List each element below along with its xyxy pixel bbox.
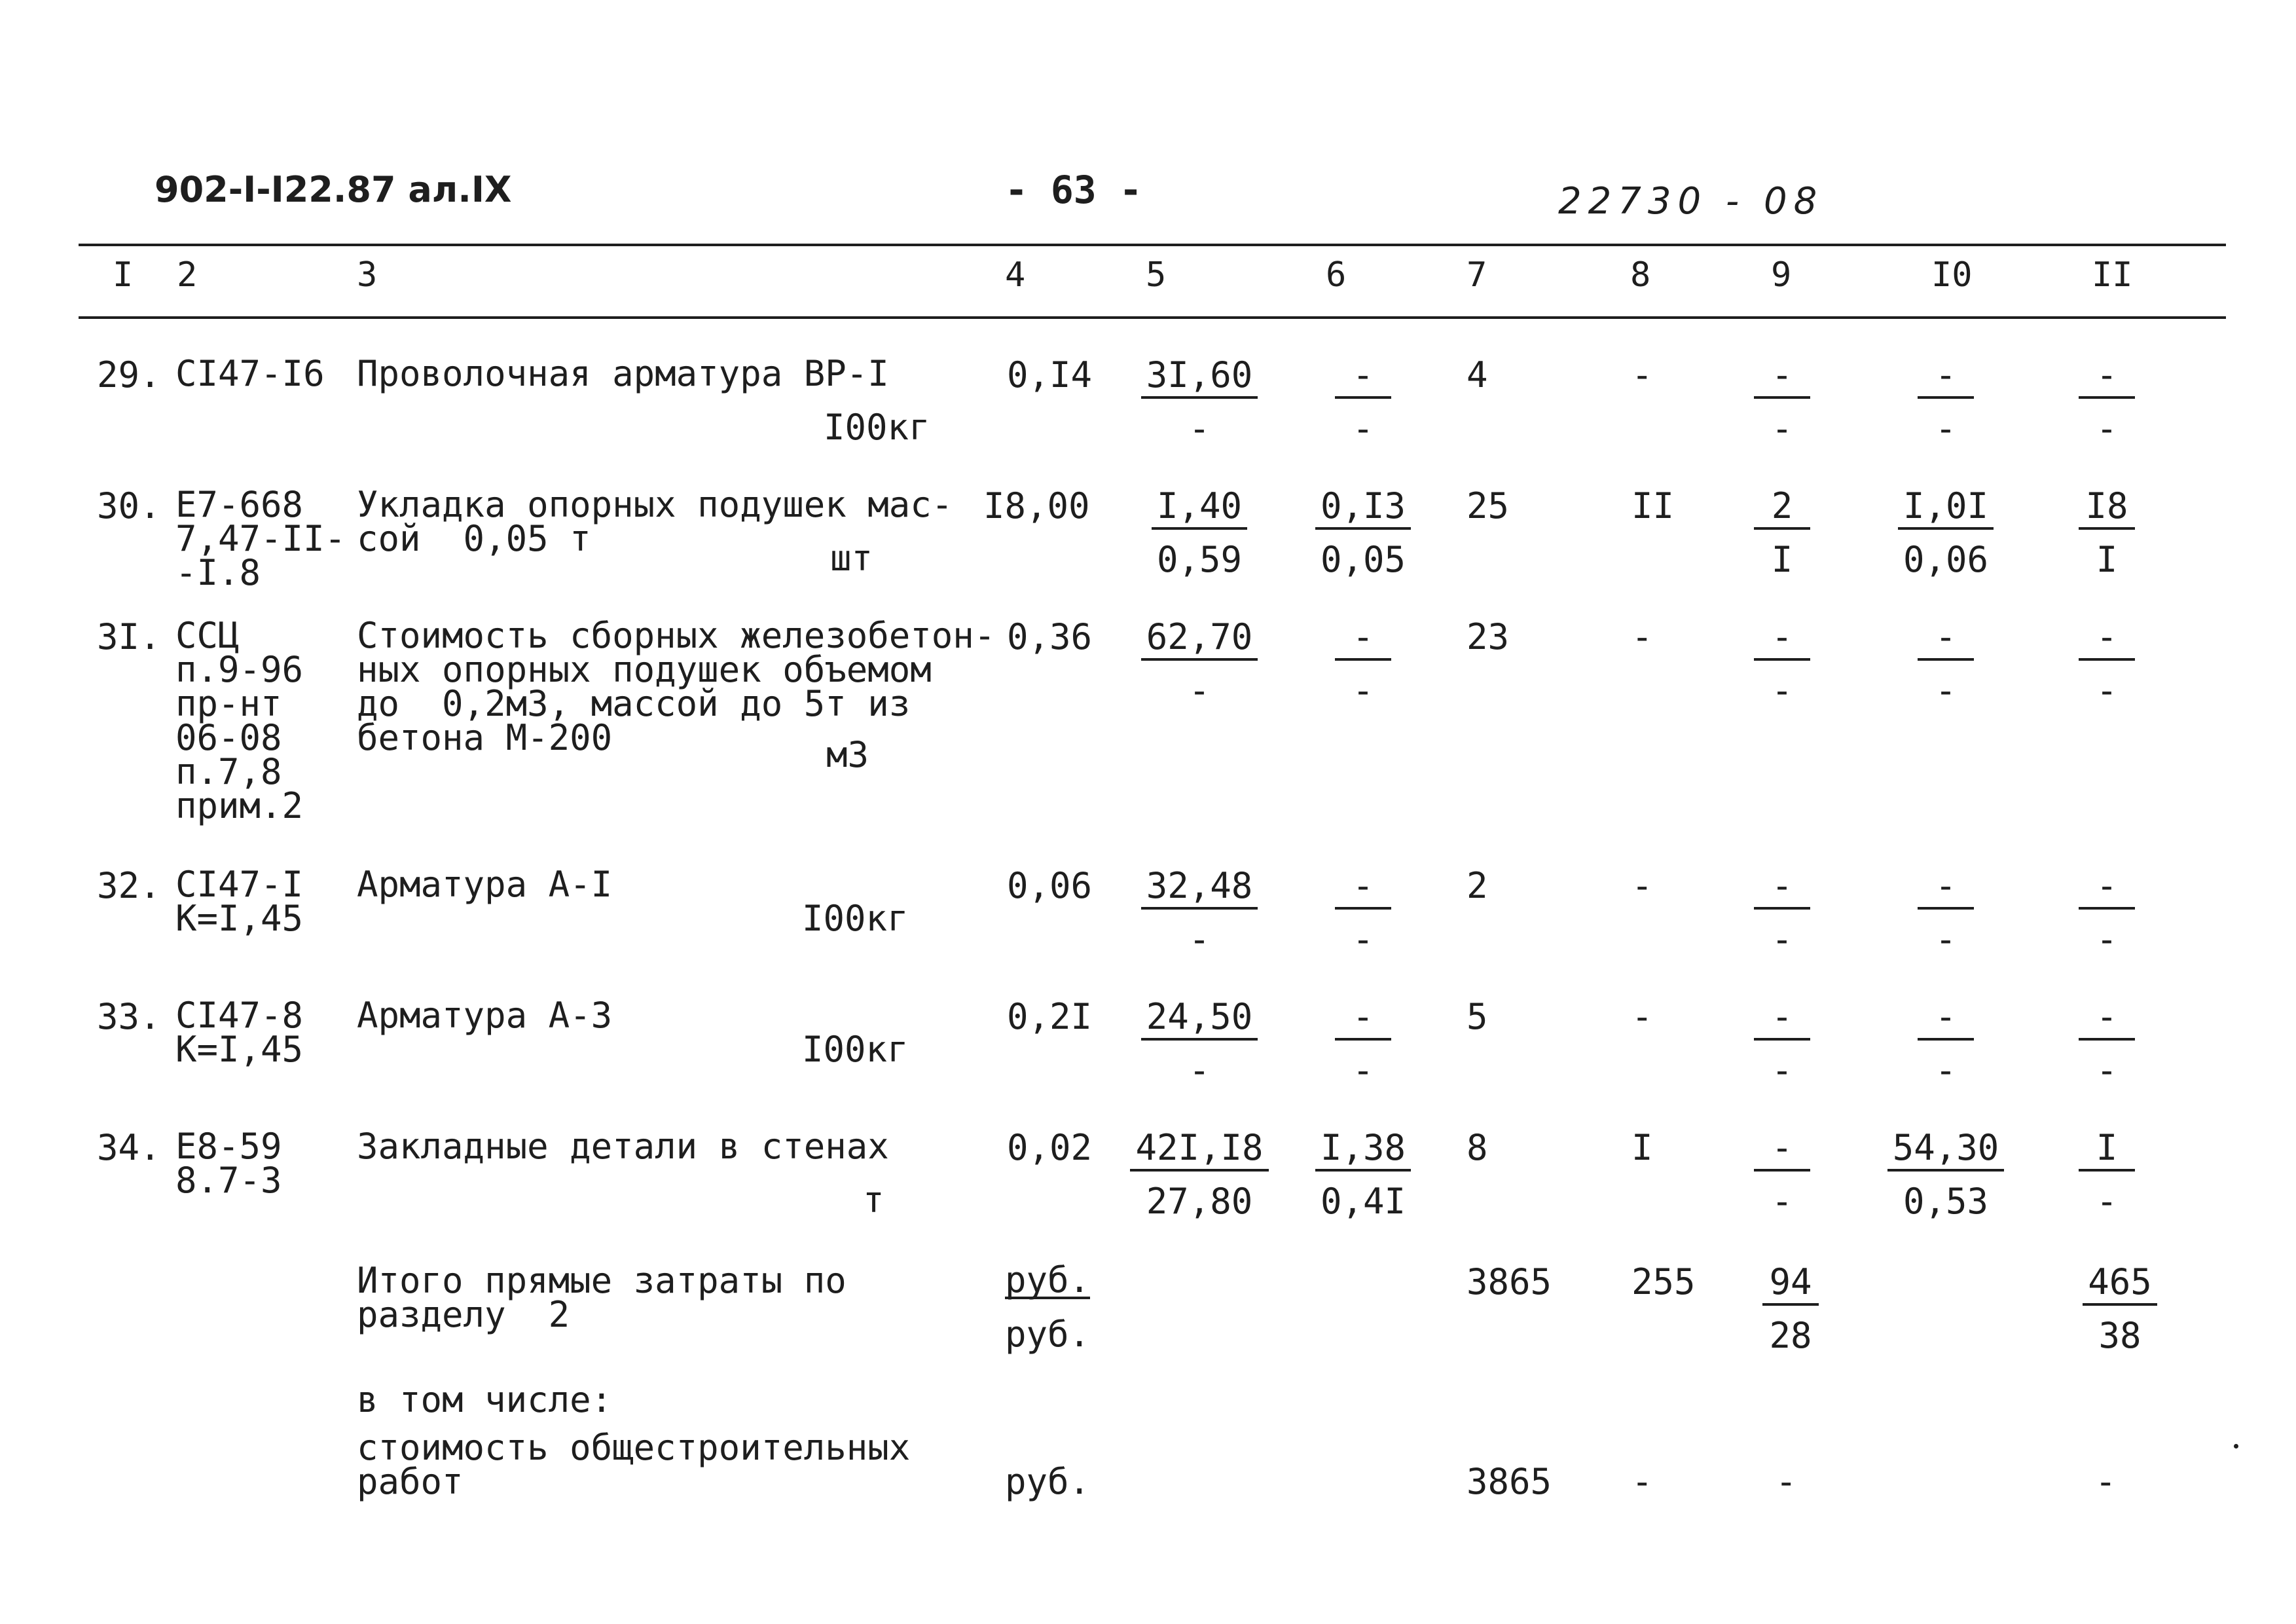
row-number: 29. — [97, 354, 161, 396]
col7-value: 4 — [1467, 354, 1488, 396]
row-code: Е8-59 8.7-3 — [175, 1126, 282, 1201]
col5-fraction: 24,50 - — [1127, 999, 1271, 1089]
col8-value: - — [1631, 616, 1653, 657]
totals-col7: 3865 — [1467, 1261, 1552, 1302]
including-item-col8: - — [1631, 1461, 1653, 1502]
row-description: Проволочная арматура ВР-I — [357, 353, 889, 394]
col7-value: 2 — [1467, 865, 1488, 906]
row-number: 30. — [97, 485, 161, 526]
row-code: CI47-I К=I,45 — [175, 864, 304, 939]
row-quantity: 0,02 — [1007, 1127, 1093, 1168]
column-header-8: 8 — [1630, 255, 1651, 295]
col10-fraction: - - — [1874, 868, 2018, 958]
col6-fraction: - - — [1291, 868, 1435, 958]
column-header-11: II — [2092, 255, 2133, 295]
col7-value: 8 — [1467, 1127, 1488, 1168]
col8-value: I — [1631, 1127, 1653, 1168]
col9-fraction: 2 I — [1710, 488, 1854, 578]
col8-value: - — [1631, 354, 1653, 396]
header-bottom-rule — [79, 316, 2226, 319]
row-number: 32. — [97, 865, 161, 906]
row-quantity: 0,06 — [1007, 865, 1093, 906]
row-quantity: 0,2I — [1007, 996, 1093, 1037]
col6-fraction: 0,I3 0,05 — [1291, 488, 1435, 578]
col8-value: - — [1631, 865, 1653, 906]
document-code: 22730 - 08 — [1558, 180, 1824, 223]
col11-fraction: I8 I — [2035, 488, 2179, 578]
totals-col11-fraction: 465 38 — [2048, 1264, 2192, 1354]
row-description: Закладные детали в стенах — [357, 1126, 889, 1167]
row-code: ССЦ п.9-96 пр-нт 06-08 п.7,8 прим.2 — [175, 615, 304, 826]
row-quantity: 0,I4 — [1007, 354, 1093, 396]
row-quantity: 0,36 — [1007, 616, 1093, 657]
totals-col9-fraction: 94 28 — [1719, 1264, 1863, 1354]
row-unit: I00кг — [802, 898, 909, 939]
col6-fraction: - - — [1291, 999, 1435, 1089]
col11-fraction: - - — [2035, 619, 2179, 709]
including-item-label: стоимость общестроительных работ — [357, 1427, 911, 1502]
col10-fraction: - - — [1874, 357, 2018, 447]
row-description: Арматура А-I — [357, 864, 613, 905]
row-unit: шт — [830, 538, 873, 579]
totals-label: Итого прямые затраты по разделу 2 — [357, 1260, 847, 1335]
including-label: в том числе: — [357, 1379, 613, 1420]
row-unit: I00кг — [824, 407, 930, 448]
col9-fraction: - - — [1710, 999, 1854, 1089]
col9-fraction: - - — [1710, 868, 1854, 958]
document-number: 902-I-I22.87 ал.IX — [155, 169, 512, 210]
column-header-6: 6 — [1326, 255, 1347, 295]
col8-value: - — [1631, 996, 1653, 1037]
column-header-5: 5 — [1146, 255, 1167, 295]
row-description: Укладка опорных подушек мас- сой 0,05 т — [357, 484, 953, 559]
col7-value: 5 — [1467, 996, 1488, 1037]
col9-fraction: - - — [1710, 357, 1854, 447]
column-header-10: I0 — [1931, 255, 1973, 295]
col9-fraction: - - — [1710, 1130, 1854, 1220]
including-item-col9: - — [1776, 1461, 1797, 1502]
header-top-rule — [79, 244, 2226, 246]
col5-fraction: 42I,I8 27,80 — [1127, 1130, 1271, 1220]
column-header-4: 4 — [1005, 255, 1026, 295]
page-number: - 63 - — [1005, 168, 1142, 212]
col10-fraction: 54,30 0,53 — [1874, 1130, 2018, 1220]
totals-unit-bottom: руб. — [1005, 1314, 1091, 1355]
col7-value: 23 — [1467, 616, 1510, 657]
totals-unit-top: руб. — [1005, 1259, 1091, 1301]
col6-fraction: - - — [1291, 357, 1435, 447]
column-header-7: 7 — [1467, 255, 1487, 295]
col10-fraction: - - — [1874, 619, 2018, 709]
including-item-col7: 3865 — [1467, 1461, 1552, 1502]
col8-value: II — [1631, 485, 1675, 526]
totals-col8: 255 — [1631, 1261, 1696, 1302]
column-header-1: I — [113, 255, 134, 295]
col10-fraction: I,0I 0,06 — [1874, 488, 2018, 578]
col11-fraction: - - — [2035, 999, 2179, 1089]
row-number: 3I. — [97, 616, 161, 657]
row-unit: I00кг — [802, 1029, 909, 1070]
col5-fraction: 3I,60 - — [1127, 357, 1271, 447]
row-code: Е7-668 7,47-II- -I.8 — [175, 484, 346, 593]
col5-fraction: I,40 0,59 — [1127, 488, 1271, 578]
including-item-col11: - — [2095, 1461, 2117, 1502]
col11-fraction: - - — [2035, 357, 2179, 447]
row-code: CI47-8 К=I,45 — [175, 995, 304, 1070]
row-description: Арматура А-3 — [357, 995, 613, 1036]
column-header-2: 2 — [177, 255, 198, 295]
col11-fraction: I - — [2035, 1130, 2179, 1220]
column-header-9: 9 — [1771, 255, 1792, 295]
col6-fraction: - - — [1291, 619, 1435, 709]
including-item-unit: руб. — [1005, 1461, 1091, 1502]
col5-fraction: 32,48 - — [1127, 868, 1271, 958]
row-unit: м3 — [826, 734, 869, 775]
col6-fraction: I,38 0,4I — [1291, 1130, 1435, 1220]
col5-fraction: 62,70 - — [1127, 619, 1271, 709]
col10-fraction: - - — [1874, 999, 2018, 1089]
stray-mark — [2234, 1444, 2238, 1449]
row-description: Стоимость сборных железобетон- ных опорных подушек объемом до 0,2м3, массой до 5т из бетона М-200 — [357, 615, 996, 758]
row-quantity: I8,00 — [983, 485, 1090, 526]
row-unit: т — [863, 1179, 884, 1221]
row-number: 33. — [97, 996, 161, 1037]
row-code: CI47-I6 — [175, 353, 325, 394]
col9-fraction: - - — [1710, 619, 1854, 709]
column-header-3: 3 — [357, 255, 378, 295]
col7-value: 25 — [1467, 485, 1510, 526]
row-number: 34. — [97, 1127, 161, 1168]
col11-fraction: - - — [2035, 868, 2179, 958]
